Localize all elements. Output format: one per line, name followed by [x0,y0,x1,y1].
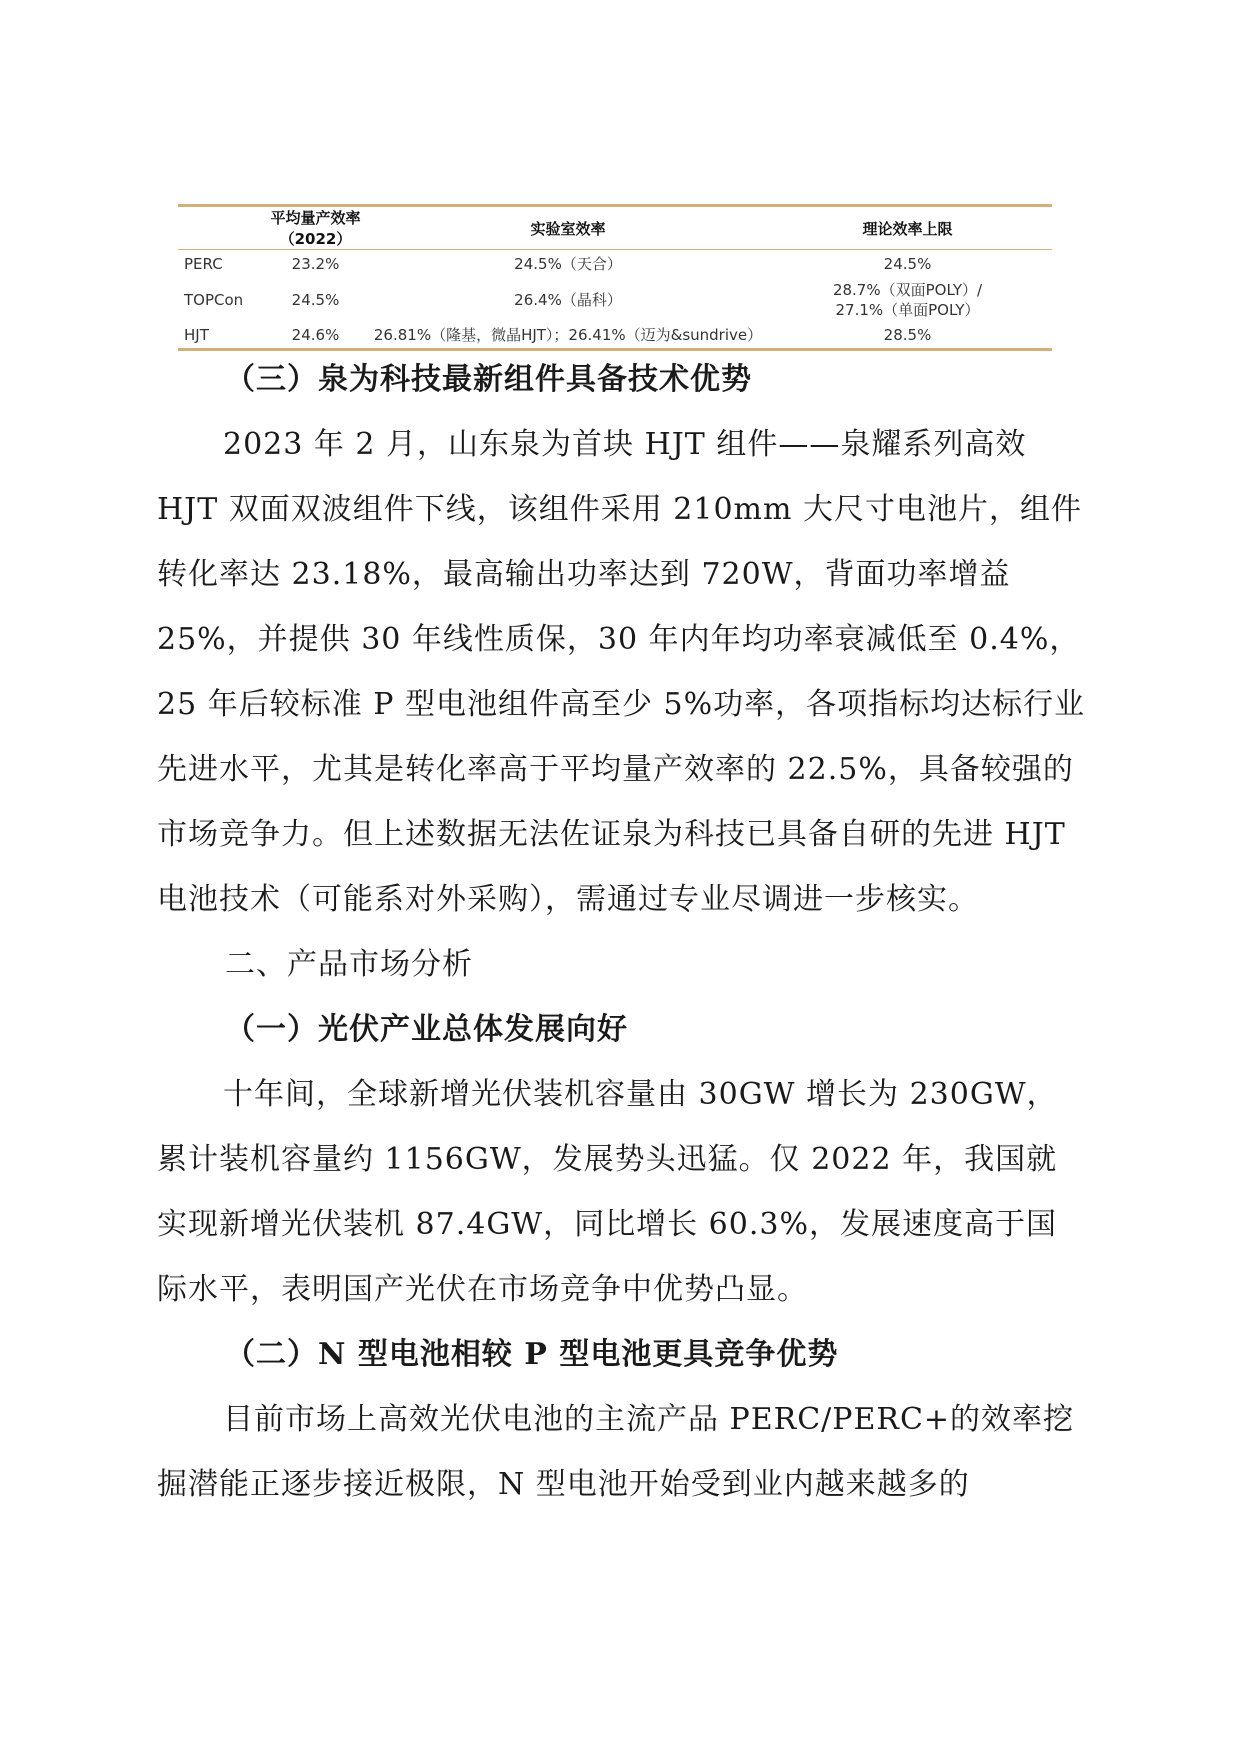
document-body [157,347,1087,1517]
table-header-cell: 实验室效率 [373,207,763,250]
paragraph-text: 目前市场上高效光伏电池的主流产品 PERC/PERC+的效率挖掘潜能正逐步接近极限，N 型电池开始受到业内越来越多的 [157,1402,1075,1502]
table-cell: 24.5% [291,291,340,309]
section-heading: （二）N 型电池相较 P 型电池更具竞争优势 [225,1337,839,1372]
paragraph [157,412,1087,932]
efficiency-table [178,204,1052,351]
table-header-row [178,207,1052,250]
table-cell-line: 28.7%（双面POLY）/ [832,281,983,299]
table-cell: 26.81%（隆基，微晶HJT）；26.41%（迈为&sundrive） [373,326,763,344]
table-cell: PERC [184,255,223,273]
paragraph [157,1387,1087,1517]
section-heading: （三）泉为科技最新组件具备技术优势 [225,362,752,397]
chapter-heading: 二、产品市场分析 [225,947,473,982]
table-cell: 24.5% [883,255,932,273]
section-heading: （一）光伏产业总体发展向好 [225,1012,628,1047]
paragraph [157,1062,1087,1322]
table-cell: HJT [184,326,209,344]
table-row [178,278,1052,322]
table-cell [763,278,1052,322]
table-cell: 24.5%（天合） [514,255,622,273]
table-cell: 28.5% [883,326,932,344]
table-cell: 26.4%（晶科） [514,291,622,309]
paragraph-text: 十年间，全球新增光伏装机容量由 30GW 增长为 230GW，累计装机容量约 1156GW，发展势头迅猛。仅 2022 年，我国就实现新增光伏装机 87.4GW，同比增长 60.3%，发展速度高于国际水平，表明国产光伏在市场竞争中优势凸显。 [157,1077,1058,1307]
table-row [178,250,1052,279]
table-cell: 23.2% [291,255,340,273]
table-header-cell: 理论效率上限 [763,207,1052,250]
table-cell: 24.6% [291,326,340,344]
paragraph-text: 2023 年 2 月，山东泉为首块 HJT 组件——泉耀系列高效HJT 双面双波组件下线，该组件采用 210mm 大尺寸电池片，组件转化率达 23.18%，最高输出功率达到 720W，背面功率增益 25%，并提供 30 年线性质保，30 年内年均功率衰减低至 0.4%，25 年后较标准 P 型电池组件高至少 5%功率，各项指标均达标行业先进水平，尤其是转化率高于平均量产效率的 22.5%，具备较强的市场竞争力。但上述数据无法佐证泉为科技已具备自研的先进 HJT 电池技术（可能系对外采购），需通过专业尽调进一步核实。 [157,427,1086,917]
table-row [178,322,1052,348]
table-cell: TOPCon [184,291,244,309]
table-header-cell: 平均量产效率（2022） [258,207,373,250]
table-cell-line: 27.1%（单面POLY） [835,301,980,319]
table-header-cell [178,207,258,250]
